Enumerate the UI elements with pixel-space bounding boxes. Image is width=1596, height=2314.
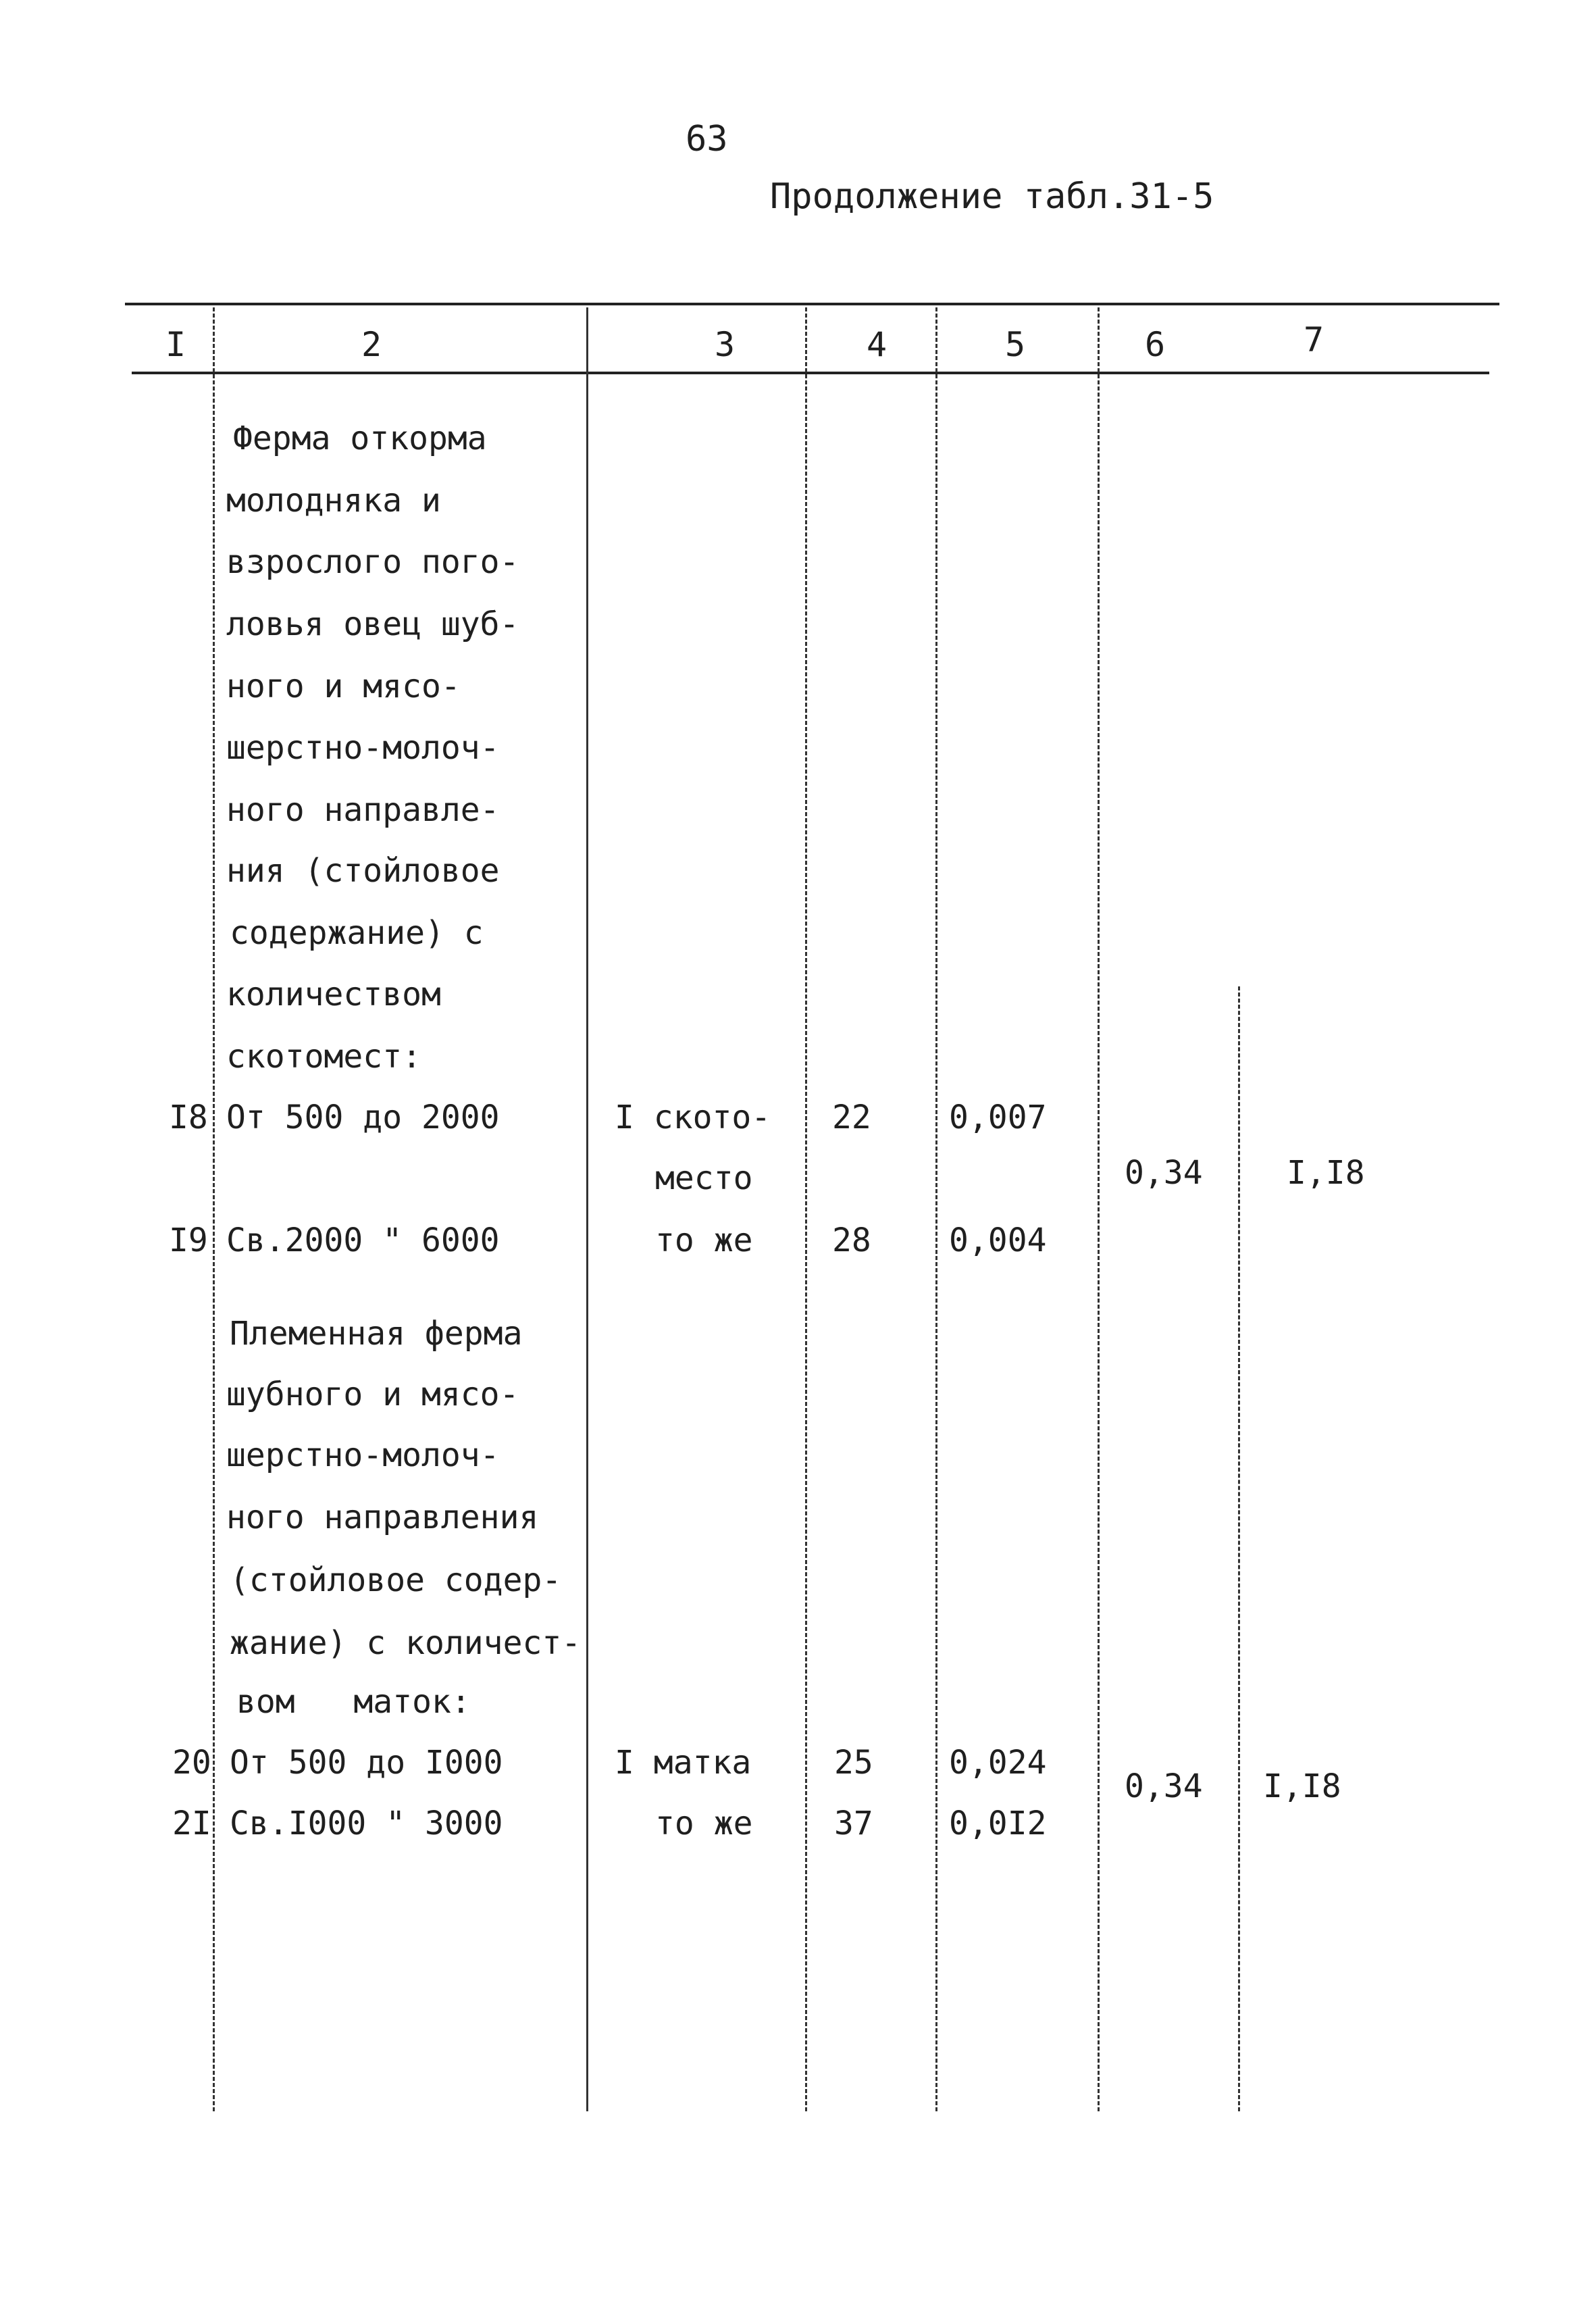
column-header-1: I <box>165 325 186 364</box>
row-col4-value: 28 <box>832 1222 871 1259</box>
column-separator-1-2 <box>213 307 215 2111</box>
section1-title-line: молодняка и <box>226 482 441 520</box>
section2-title-line: жание) с количест- <box>230 1624 582 1662</box>
column-header-5: 5 <box>1005 325 1026 364</box>
row-number: 20 <box>172 1744 211 1782</box>
row-unit: то же <box>655 1805 753 1842</box>
section1-col7-value: I,I8 <box>1287 1154 1365 1192</box>
row-col4-value: 37 <box>834 1805 873 1842</box>
section1-col6-value: 0,34 <box>1125 1154 1203 1192</box>
section1-title-line: ния (стойловое <box>226 852 500 890</box>
row-number: 2I <box>172 1805 211 1842</box>
row-unit-continued: место <box>655 1159 753 1197</box>
row-unit: I матка <box>615 1744 752 1782</box>
section1-title-line: шерстно-молоч- <box>226 729 500 767</box>
table-header-rule <box>132 372 1489 374</box>
page-number: 63 <box>686 119 728 159</box>
row-col5-value: 0,024 <box>949 1744 1047 1782</box>
section1-title-line: взрослого пого- <box>226 543 519 581</box>
row-col5-value: 0,007 <box>949 1099 1047 1136</box>
column-separator-5-6 <box>1098 307 1100 2111</box>
row-name: От 500 до 2000 <box>226 1099 500 1136</box>
section1-title-line: ного направле- <box>226 791 500 829</box>
row-col4-value: 22 <box>832 1099 871 1136</box>
section2-title-line: вом маток: <box>236 1683 471 1721</box>
section2-title-line: шубного и мясо- <box>226 1376 519 1413</box>
section2-col6-value: 0,34 <box>1125 1767 1203 1805</box>
row-name: Св.2000 " 6000 <box>226 1222 500 1259</box>
row-col5-value: 0,0I2 <box>949 1805 1047 1842</box>
row-number: I8 <box>169 1099 208 1136</box>
section1-title-line: ловья овец шуб- <box>226 605 519 643</box>
column-separator-2-3 <box>586 307 588 2111</box>
table-continuation-title: Продолжение табл.31-5 <box>770 176 1214 217</box>
section2-col7-value: I,I8 <box>1263 1767 1341 1805</box>
row-col4-value: 25 <box>834 1744 873 1782</box>
column-separator-4-5 <box>935 307 937 2111</box>
section2-title-line: Племенная ферма <box>230 1315 523 1353</box>
column-separator-6-7 <box>1238 986 1240 2111</box>
section1-title-line: Ферма откорма <box>233 420 487 457</box>
row-col5-value: 0,004 <box>949 1222 1047 1259</box>
section2-title-line: (стойловое содер- <box>230 1561 562 1599</box>
row-unit: то же <box>655 1222 753 1259</box>
column-header-2: 2 <box>361 325 382 364</box>
row-name: Св.I000 " 3000 <box>230 1805 503 1842</box>
section1-title-line: количеством <box>226 976 441 1013</box>
table-top-rule <box>125 303 1499 305</box>
section2-title-line: ного направления <box>226 1499 539 1536</box>
column-header-6: 6 <box>1145 325 1166 364</box>
column-header-3: 3 <box>715 325 736 364</box>
column-header-7: 7 <box>1304 320 1324 359</box>
column-separator-3-4 <box>805 307 807 2111</box>
row-name: От 500 до I000 <box>230 1744 503 1782</box>
section1-title-line: ного и мясо- <box>226 668 461 705</box>
section2-title-line: шерстно-молоч- <box>226 1436 500 1474</box>
section1-title-line: скотомест: <box>226 1038 421 1076</box>
row-unit: I ското- <box>615 1099 771 1136</box>
section1-title-line: содержание) с <box>230 914 484 952</box>
column-header-4: 4 <box>867 325 887 364</box>
row-number: I9 <box>169 1222 208 1259</box>
